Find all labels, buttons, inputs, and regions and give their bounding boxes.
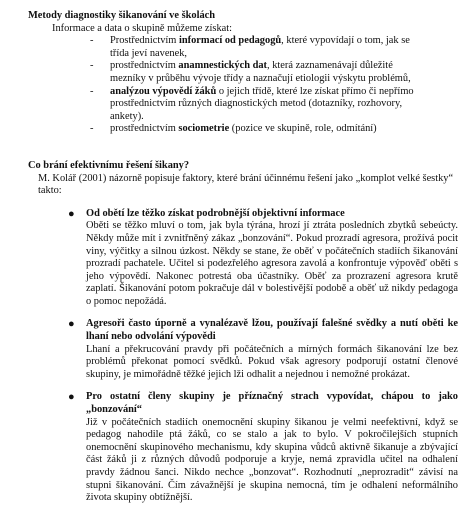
obstacles-lead: M. Kolář (2001) názorně popisuje faktory, které brání účinnému řešení jako „komplot velké šestky“ takto: (38, 172, 454, 197)
bullet-item (66, 318, 458, 381)
section-gap (28, 136, 458, 160)
bullet-marker: ● (68, 207, 75, 220)
list-item (90, 60, 458, 85)
bullet-marker: ● (68, 391, 75, 404)
item-bold-text: anamnestických dat (178, 60, 268, 72)
diagnostics-intro: Informace a data o skupině můžeme získat: (52, 22, 233, 34)
item-text: (pozice ve skupině, role, odmítání) (229, 123, 377, 135)
diagnostics-method-list (28, 35, 458, 136)
list-item (90, 86, 458, 124)
bullet-title: Od obětí lze těžko získat podrobnější objektivní informace (86, 207, 345, 219)
item-text: , která zaznamenávají důležité mezníky v průběhu vývoje třídy a naznačují etiologii výskytu problémů, (110, 60, 411, 84)
item-bold-text: informací od pedagogů (178, 35, 282, 47)
dash-marker: - (90, 35, 94, 47)
bullet-item (66, 208, 458, 309)
section-heading-obstacles: Co brání efektivnímu řešení šikany? (28, 159, 190, 171)
bullet-text: Lhaní a překrucování pravdy při počátečních a mírných formách šikanování lze bez problémů překonat pomocí svědků. Pokud však agresory podporují ostatní členové skupiny, je mimořádně těžké jejich lži odhalit a nejednou i nemožné prokázat. (86, 343, 458, 380)
item-text: , které vypovídají o tom, jak se třída jeví navenek, (110, 35, 410, 59)
item-bold-text: analýzou výpovědí žáků (110, 85, 217, 97)
bullet-text: Již v počátečních stadiích onemocnění skupiny šikanou je velmi neefektivní, když se pedagog nahodile ptá žáků, co se stalo a jak to bylo. V pokročilejších stupních onemocnění skupinového mechanismu, kdy skupina vůdců aktivně šikanuje a zbývající část žáků ji z různých důvodů podporuje a kryje, nemá zpravidla učitel na odhalení pravdy žádnou šanci. Nikdo nechce „bonzovat“. Rozhodnutí „neprozradit“ závisí na stupni šikanování. Čím závažnější je skupina nemocná, tím je odhalení neformálního života skupiny obtížnější. (86, 416, 458, 504)
item-text: Prostřednictvím (110, 35, 179, 47)
bullet-title: Pro ostatní členy skupiny je příznačný strach vypovídat, chápou to jako „bonzování“ (86, 391, 458, 416)
item-text: prostřednictvím (110, 123, 179, 135)
dash-marker: - (90, 123, 94, 135)
item-bold-text: sociometrie (178, 123, 230, 135)
dash-marker: - (90, 60, 94, 72)
section-gap (28, 198, 458, 208)
item-text: prostřednictvím (110, 60, 179, 72)
dash-marker: - (90, 85, 94, 97)
bullet-marker: ● (68, 318, 75, 331)
bullet-text: Oběti se těžko mluví o tom, jak byla týrána, hrozí jí ztráta posledních zbytků sebeúcty. Někdy může mít i zvnitřněný zákaz „bonzování“. Pokud prozradí agresora, prožívá pocit viny, výčitky a silnou úzkost. Někdy se stane, že oběť v počátečních stadiích šikanování prozradí pachatele. Učitel si podezřelého agresora zavolá a konfrontuje výpověď oběti s jeho výpovědí. Nakonec potrestá oba účastníky. Oběť za prozrazení agresora krutě zaplatí. Šikanování potom pokračuje dál v bolestivější podobě a oběť už nikdy pedagoga o pomoc nepožádá. (86, 220, 458, 307)
list-item (90, 123, 458, 136)
bullet-title: Agresoři často úporně a vynalézavě lžou, používají falešné svědky a nutí oběti ke lhaní nebo odvolání výpovědi (86, 318, 458, 343)
list-item (90, 35, 458, 60)
obstacles-bullet-list (28, 208, 458, 505)
bullet-item (66, 391, 458, 504)
section-heading-diagnostics: Metody diagnostiky šikanování ve školách (28, 10, 216, 21)
item-text: o jejich třídě, které lze získat přímo či nepřímo prostřednictvím různých diagnostických metod (dotazníky, rozhovory, ankety). (110, 85, 414, 122)
